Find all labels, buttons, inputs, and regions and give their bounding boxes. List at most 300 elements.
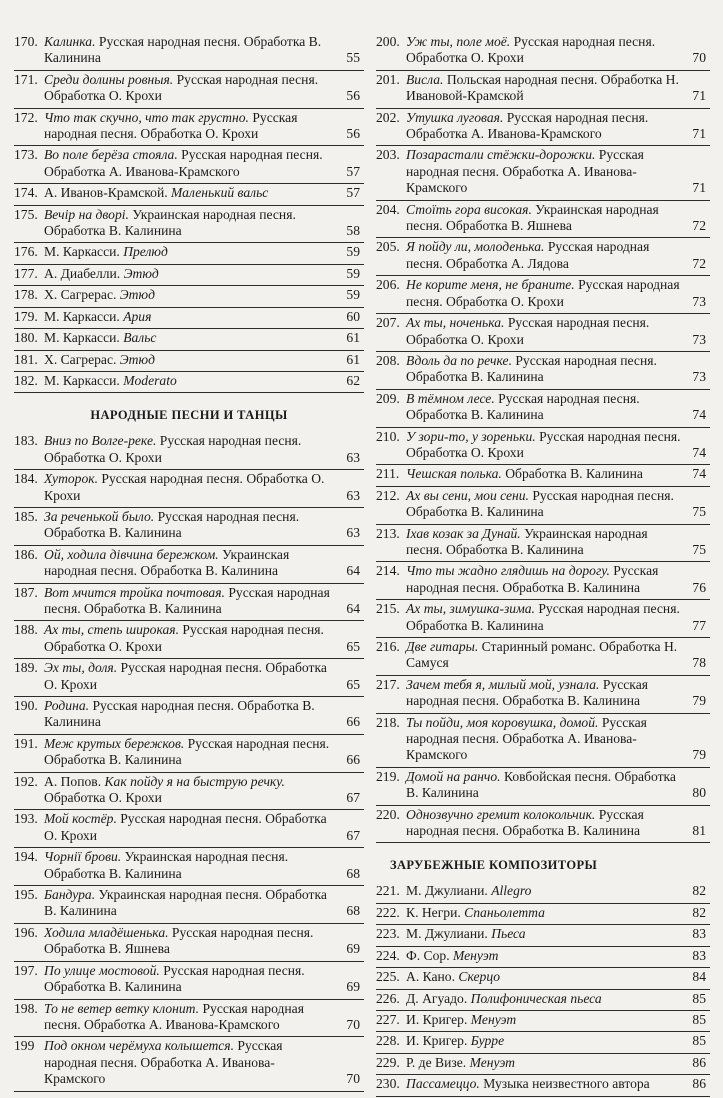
toc-entry: [14, 309, 364, 329]
section-heading-folk: НАРОДНЫЕ ПЕСНИ И ТАНЦЫ: [90, 408, 288, 423]
toc-entry: [376, 466, 710, 486]
toc-entry: [376, 353, 710, 390]
entry-page-number: 59: [346, 287, 360, 303]
entry-description: Украинская народная песня. Обработка В. Яшнева: [406, 201, 659, 234]
entry-title: Allegro: [491, 883, 532, 899]
entry-title: Вальс: [123, 330, 157, 346]
toc-entry: [14, 811, 364, 848]
entry-title: Маленький вальс: [171, 185, 269, 201]
entry-text: [406, 948, 498, 963]
toc-entry: [376, 315, 710, 352]
entry-text: [44, 207, 296, 238]
entry-number: 173.: [14, 147, 38, 163]
entry-description: Русская народная песня. Обработка О. Крохи: [44, 109, 298, 142]
entry-number: 207.: [376, 315, 400, 331]
entry-description: Украинская народная песня. Обработка В. Калинина: [44, 887, 327, 919]
entry-number: 187.: [14, 584, 38, 600]
entry-title: Уж ты, поле моё.: [406, 34, 511, 49]
entry-text: [406, 601, 680, 632]
entry-title: Этюд: [123, 265, 159, 281]
toc-entry: [376, 969, 710, 989]
entry-text: [406, 769, 676, 800]
entry-page-number: 58: [346, 223, 360, 239]
entry-page-number: 61: [346, 330, 360, 346]
entry-description: Русская народная песня. Обработка А. Лядова: [406, 239, 650, 271]
entry-number: 204.: [376, 201, 400, 217]
entry-title: Ой, ходила дівчина бережком.: [44, 546, 219, 562]
entry-number: 199: [14, 1038, 35, 1054]
entry-title: Две гитары.: [406, 639, 479, 654]
toc-entry: [14, 849, 364, 886]
entry-title: То не ветер ветку клонит.: [44, 1000, 200, 1016]
entry-description: Русская народная песня. Обработка А. Иванова-Крамского: [44, 1000, 304, 1032]
entry-description: Русская народная песня. Обработка О. Крохи: [44, 471, 325, 503]
entry-number: 179.: [14, 308, 38, 324]
entry-page-number: 61: [346, 351, 360, 367]
entry-page-number: 76: [692, 579, 706, 595]
entry-number: 206.: [376, 277, 400, 293]
entry-number: 210.: [376, 428, 400, 444]
entry-text: [44, 925, 313, 956]
toc-entry: [376, 948, 710, 968]
entry-text: [44, 185, 268, 200]
entry-text: [44, 1038, 283, 1086]
entry-text: [44, 1001, 304, 1032]
entry-description: Русская народная песня. Обработка В. Калинина: [44, 584, 330, 616]
entry-title: Калинка.: [44, 34, 96, 49]
entry-title: Стоїть гора високая.: [406, 201, 532, 217]
entry-number: 194.: [14, 849, 38, 865]
entry-number: 171.: [14, 71, 38, 87]
entry-author: М. Джулиани.: [406, 883, 492, 899]
entry-title: У зори-то, у зореньки.: [406, 428, 536, 444]
entry-page-number: 73: [692, 331, 706, 347]
entry-page-number: 82: [692, 883, 706, 899]
entry-text: [44, 244, 168, 259]
toc-entry: [376, 807, 710, 844]
entry-title: Скерцо: [458, 969, 501, 985]
entry-title: Родина.: [44, 698, 90, 713]
toc-entry: [14, 660, 364, 697]
toc-entry: [14, 110, 364, 147]
toc-entry: [14, 1038, 364, 1091]
entry-author: К. Негри.: [406, 904, 465, 920]
entry-number: 213.: [376, 525, 400, 541]
entry-text: [406, 429, 681, 460]
entry-title: Хуторок.: [44, 471, 99, 487]
toc-entry: [14, 736, 364, 773]
entry-page-number: 79: [692, 693, 706, 709]
entry-description: Обработка О. Крохи: [44, 790, 162, 806]
entry-description: Русская народная песня. Обработка В. Калинина: [44, 508, 300, 541]
entry-page-number: 66: [346, 714, 360, 730]
entry-page-number: 63: [346, 449, 360, 465]
entry-text: [44, 330, 156, 345]
entry-number: 197.: [14, 962, 38, 978]
entry-description: Русская народная песня. Обработка В. Калинина: [406, 487, 674, 520]
entry-text: [406, 883, 531, 898]
entry-page-number: 55: [346, 50, 360, 66]
entry-page-number: 75: [692, 541, 706, 557]
toc-entry: [376, 883, 710, 903]
entry-page-number: 74: [692, 444, 706, 460]
toc-entry: [376, 34, 710, 71]
entry-description: Русская народная песня. Обработка О. Крохи: [44, 71, 319, 104]
entry-number: 174.: [14, 185, 38, 201]
entry-number: 205.: [376, 239, 400, 255]
left-entries-group-a: [14, 34, 364, 393]
entry-description: Русская народная песня. Обработка В. Яшнева: [44, 924, 314, 957]
entry-title: Не корите меня, не браните.: [406, 277, 575, 293]
entry-title: Вниз по Волге-реке.: [44, 433, 157, 449]
entry-title: Менуэт: [453, 947, 499, 963]
toc-entry: [14, 207, 364, 244]
entry-title: Прелюд: [123, 244, 168, 260]
entry-description: Русская народная песня. Обработка О. Крохи: [406, 34, 656, 66]
entry-title: Мой костёр.: [44, 811, 117, 827]
entry-description: Украинская народная песня. Обработка В. Калинина: [44, 206, 296, 239]
entry-description: Украинская народная песня. Обработка В. Калинина: [406, 525, 648, 557]
entry-title: Однозвучно гремит колокольчик.: [406, 806, 596, 822]
entry-description: Русская народная песня. Обработка О. Крохи: [406, 428, 681, 460]
toc-entry: [14, 266, 364, 286]
entry-number: 180.: [14, 330, 38, 346]
toc-entry: [376, 677, 710, 714]
entry-title: Ах ты, зимушка-зима.: [406, 601, 535, 617]
right-entries-group-b: [376, 883, 710, 1096]
entry-description: Украинская народная песня. Обработка В. Калинина: [44, 546, 290, 579]
entry-number: 225.: [376, 969, 400, 985]
entry-page-number: 67: [346, 827, 360, 843]
entry-text: [44, 736, 329, 767]
entry-number: 219.: [376, 768, 400, 784]
entry-text: [406, 1012, 516, 1027]
entry-title: Домой на ранчо.: [406, 768, 501, 784]
entry-number: 170.: [14, 34, 38, 49]
entry-description: Русская народная песня. Обработка А. Иванова-Крамского: [44, 147, 323, 179]
entry-description: Украинская народная песня. Обработка В. Калинина: [44, 849, 289, 881]
entry-text: [44, 698, 315, 729]
entry-number: 216.: [376, 639, 400, 654]
toc-entry: [376, 563, 710, 600]
entry-number: 181.: [14, 351, 38, 367]
entry-number: 224.: [376, 947, 400, 963]
entry-author: Х. Сагрерас.: [44, 351, 120, 367]
entry-author: И. Кригер.: [406, 1011, 471, 1027]
entry-page-number: 66: [346, 752, 360, 768]
entry-number: 214.: [376, 563, 400, 579]
entry-author: М. Каркасси.: [44, 372, 124, 388]
entry-text: [406, 563, 658, 594]
entry-number: 183.: [14, 433, 38, 449]
entry-number: 222.: [376, 904, 400, 920]
toc-entry: [14, 72, 364, 109]
entry-author: М. Каркасси.: [44, 244, 124, 260]
entry-author: Х. Сагрерас.: [44, 287, 120, 303]
entry-author: А. Кано.: [406, 969, 459, 985]
toc-entry: [376, 72, 710, 109]
toc-entry: [376, 1012, 710, 1032]
entry-author: М. Каркасси.: [44, 330, 124, 346]
entry-text: [44, 471, 324, 502]
entry-number: 198.: [14, 1000, 38, 1016]
entry-text: [406, 147, 644, 195]
entry-text: [406, 202, 659, 233]
toc-entry: [376, 601, 710, 638]
entry-page-number: 70: [692, 50, 706, 66]
toc-entry: [14, 585, 364, 622]
toc-entry: [376, 488, 710, 525]
entry-title: Утушка луговая.: [406, 109, 504, 125]
entry-description: Русская народная песня. Обработка О. Крохи: [44, 433, 302, 465]
toc-entry: [376, 526, 710, 563]
toc-entry: [14, 698, 364, 735]
entry-page-number: 82: [692, 904, 706, 920]
right-column: [376, 34, 710, 1098]
entry-description: Русская народная песня. Обработка В. Калинина: [406, 390, 640, 423]
entry-description: Русская народная песня. Обработка О. Крохи: [406, 315, 650, 347]
entry-page-number: 65: [346, 638, 360, 654]
entry-title: Под окном черёмуха колышется.: [44, 1038, 235, 1054]
entry-page-number: 69: [346, 941, 360, 957]
toc-entry: [376, 277, 710, 314]
entry-number: 186.: [14, 546, 38, 562]
entry-text: [406, 677, 648, 708]
entry-text: [44, 34, 321, 65]
entry-title: Вечір на дворі.: [44, 206, 129, 222]
entry-title: Этюд: [119, 351, 155, 367]
entry-text: [406, 315, 649, 346]
toc-entry: [14, 147, 364, 184]
entry-page-number: 74: [692, 466, 706, 482]
toc-entry: [14, 963, 364, 1000]
toc-entry: [14, 622, 364, 659]
entry-page-number: 70: [346, 1071, 360, 1087]
entry-page-number: 60: [346, 308, 360, 324]
entry-text: [406, 239, 649, 270]
entry-description: Обработка В. Калинина: [501, 466, 643, 482]
entry-number: 212.: [376, 487, 400, 503]
toc-entry: [14, 509, 364, 546]
entry-title: Пьеса: [491, 926, 526, 942]
entry-number: 184.: [14, 471, 38, 487]
entry-title: Бандура.: [44, 887, 96, 903]
entry-page-number: 62: [346, 372, 360, 388]
entry-page-number: 69: [346, 979, 360, 995]
entry-page-number: 77: [692, 617, 706, 633]
entry-author: М. Каркасси.: [44, 308, 124, 324]
entry-number: 221.: [376, 883, 400, 899]
entry-text: [406, 353, 657, 384]
section-heading-foreign: ЗАРУБЕЖНЫЕ КОМПОЗИТОРЫ: [390, 858, 598, 873]
entry-page-number: 71: [692, 180, 706, 196]
toc-entry: [376, 391, 710, 428]
entry-title: Я пойду ли, молоденька.: [406, 239, 545, 255]
entry-page-number: 83: [692, 926, 706, 942]
entry-text: [44, 287, 155, 302]
toc-entry: [14, 287, 364, 307]
entry-number: 211.: [376, 466, 400, 482]
entry-page-number: 73: [692, 369, 706, 385]
entry-title: Эх ты, доля.: [44, 660, 118, 676]
entry-number: 176.: [14, 244, 38, 260]
entry-number: 223.: [376, 926, 400, 942]
entry-number: 195.: [14, 887, 38, 903]
entry-number: 185.: [14, 508, 38, 524]
entry-text: [406, 969, 500, 984]
entry-title: Ария: [123, 308, 152, 324]
entry-author: А. Попов.: [44, 773, 105, 789]
entry-title: Висла.: [406, 71, 444, 87]
entry-page-number: 57: [346, 185, 360, 201]
entry-author: Ф. Сор.: [406, 947, 453, 963]
toc-entry: [14, 887, 364, 924]
entry-page-number: 74: [692, 407, 706, 423]
toc-entry: [14, 433, 364, 470]
entry-number: 217.: [376, 676, 400, 692]
entry-description: Ковбойская песня. Обработка В. Калинина: [406, 768, 676, 801]
entry-title: Пассамеццо.: [406, 1076, 480, 1092]
left-column: [14, 34, 364, 1093]
entry-description: Русская народная песня. Обработка О. Крохи: [44, 811, 327, 843]
entry-description: Русская народная песня. Обработка В. Калинина: [44, 698, 315, 730]
entry-title: Бурре: [470, 1033, 505, 1049]
toc-entry: [376, 769, 710, 806]
entry-text: [44, 774, 285, 805]
toc-entry: [376, 1076, 710, 1096]
entry-page-number: 72: [692, 218, 706, 234]
entry-author: М. Джулиани.: [406, 926, 492, 942]
entry-text: [44, 660, 327, 691]
entry-text: [44, 433, 301, 464]
entry-page-number: 72: [692, 255, 706, 271]
entry-title: Менуэт: [469, 1054, 515, 1070]
entry-description: Русская народная песня. Обработка В. Калинина: [406, 352, 657, 385]
entry-page-number: 85: [692, 1011, 706, 1027]
entry-number: 196.: [14, 924, 38, 940]
entry-description: Русская народная песня. Обработка А. Иванова-Крамского: [44, 1038, 283, 1087]
entry-title: Этюд: [119, 287, 155, 303]
entry-text: [44, 309, 151, 324]
entry-text: [406, 1033, 504, 1048]
toc-entry: [14, 925, 364, 962]
toc-entry: [14, 330, 364, 350]
entry-title: Полифоническая пьеса: [470, 990, 602, 1006]
entry-text: [44, 585, 330, 616]
entry-number: 182.: [14, 372, 38, 388]
entry-number: 188.: [14, 622, 38, 638]
entry-number: 190.: [14, 698, 38, 713]
toc-entry: [376, 1055, 710, 1075]
right-entries-group-a: [376, 34, 710, 843]
entry-text: [406, 807, 644, 838]
entry-text: [406, 926, 526, 941]
entry-page-number: 63: [346, 487, 360, 503]
entry-title: Іхав козак за Дунай.: [406, 525, 521, 541]
entry-page-number: 79: [692, 747, 706, 763]
entry-description: Музыка неизвестного автора: [479, 1076, 650, 1092]
entry-text: [406, 1055, 515, 1070]
entry-number: 203.: [376, 147, 400, 163]
entry-title: Как пойду я на быструю речку.: [104, 773, 285, 789]
toc-entry: [376, 715, 710, 768]
entry-number: 226.: [376, 990, 400, 1006]
entry-title: Ах вы сени, мои сени.: [406, 487, 529, 503]
entry-description: Русская народная песня. Обработка О. Крохи: [44, 660, 327, 692]
entry-title: Чорнії брови.: [44, 849, 122, 865]
entry-page-number: 56: [346, 126, 360, 142]
toc-entry: [14, 774, 364, 811]
entry-text: [406, 34, 655, 65]
entry-description: Польская народная песня. Обработка Н. Ивановой-Крамской: [406, 71, 679, 104]
entry-author: Д. Агуадо.: [406, 990, 471, 1006]
entry-title: Что так скучно, что так грустно.: [44, 109, 249, 125]
entry-description: Русская народная песня. Обработка А. Иванова-Крамского: [406, 109, 649, 142]
entry-number: 218.: [376, 714, 400, 730]
entry-number: 191.: [14, 735, 38, 751]
left-entries-group-b: [14, 433, 364, 1091]
entry-page-number: 81: [692, 823, 706, 839]
entry-number: 209.: [376, 390, 400, 406]
entry-title: Во поле берёза стояла.: [44, 147, 178, 163]
entry-page-number: 86: [692, 1054, 706, 1070]
entry-title: Зачем тебя я, милый мой, узнала.: [406, 676, 600, 692]
entry-description: Русская народная песня. Обработка В. Калинина: [44, 34, 322, 66]
entry-page-number: 75: [692, 504, 706, 520]
entry-description: Русская народная песня. Обработка А. Иванова-Крамского: [406, 147, 644, 196]
entry-title: Вдоль да по речке.: [406, 352, 512, 368]
entry-page-number: 83: [692, 947, 706, 963]
entry-text: [406, 639, 677, 670]
entry-text: [44, 352, 155, 367]
toc-entry: [14, 1001, 364, 1038]
entry-title: Ты пойди, моя коровушка, домой.: [406, 714, 599, 730]
entry-number: 220.: [376, 806, 400, 822]
entry-page-number: 59: [346, 244, 360, 260]
entry-number: 202.: [376, 109, 400, 125]
entry-text: [44, 509, 299, 540]
toc-entry: [376, 429, 710, 466]
entry-text: [44, 849, 288, 880]
entry-text: [406, 488, 674, 519]
entry-title: По улице мостовой.: [44, 962, 160, 978]
entry-number: 228.: [376, 1033, 400, 1049]
entry-title: Moderato: [123, 372, 177, 388]
entry-page-number: 71: [692, 88, 706, 104]
entry-title: Позарастали стёжки-дорожки.: [406, 147, 596, 163]
entry-text: [406, 110, 648, 141]
entry-title: Ходила младёшенька.: [44, 924, 169, 940]
toc-entry: [14, 547, 364, 584]
entry-number: 215.: [376, 601, 400, 617]
entry-text: [44, 622, 324, 653]
entry-number: 177.: [14, 265, 38, 281]
entry-number: 178.: [14, 287, 38, 303]
entry-number: 172.: [14, 109, 38, 125]
toc-entry: [14, 244, 364, 264]
entry-number: 227.: [376, 1011, 400, 1027]
entry-description: Русская народная песня. Обработка В. Калинина: [406, 601, 680, 633]
entry-description: Русская народная песня. Обработка В. Калинина: [406, 806, 644, 839]
entry-title: За реченькой было.: [44, 508, 155, 524]
entry-title: Меж крутых бережков.: [44, 735, 185, 751]
entry-page-number: 68: [346, 865, 360, 881]
toc-entry: [14, 373, 364, 393]
entry-text: [406, 277, 680, 308]
entry-author: Р. де Визе.: [406, 1054, 470, 1070]
toc-entry: [376, 905, 710, 925]
entry-title: Вот мчится тройка почтовая.: [44, 584, 225, 600]
